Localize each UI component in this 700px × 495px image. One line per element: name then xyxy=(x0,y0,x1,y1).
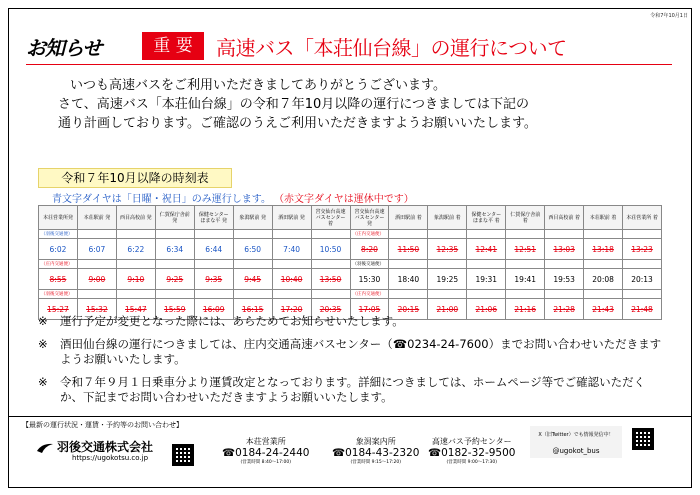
note-item xyxy=(38,337,668,367)
timetable-spacer xyxy=(545,230,584,239)
footer-divider xyxy=(8,416,692,417)
note-mark: ※ xyxy=(38,314,48,328)
timetable-spacer xyxy=(272,290,311,299)
timetable-spacer xyxy=(584,290,623,299)
operator-tag: （庄内交通便） xyxy=(350,290,389,299)
time-cell: 20:15 xyxy=(389,299,428,320)
timetable-note-red: （赤文字ダイヤは運休中です） xyxy=(279,194,414,205)
timetable-spacer xyxy=(116,230,155,239)
qr-code-icon xyxy=(172,444,194,466)
intro-line: 通り計画しております。ご確認のうえご利用いただきますようお願いいたします。 xyxy=(58,116,537,131)
timetable-header-cell: 本荘営業所発 xyxy=(39,206,78,230)
time-cell: 16:15 xyxy=(233,299,272,320)
timetable-header-cell: 保健センター ほまな平 着 xyxy=(467,206,506,230)
time-cell: 7:40 xyxy=(272,239,311,260)
timetable-operator-row xyxy=(39,230,662,239)
timetable-spacer xyxy=(233,230,272,239)
timetable-spacer xyxy=(116,260,155,269)
time-cell: 9:25 xyxy=(155,269,194,290)
office-tel: ☎0184-43-2320 xyxy=(332,447,420,459)
time-cell: 9:45 xyxy=(233,269,272,290)
time-cell: 6:50 xyxy=(233,239,272,260)
timetable-spacer xyxy=(272,230,311,239)
time-cell: 9:35 xyxy=(194,269,233,290)
time-cell: 17:05 xyxy=(350,299,389,320)
time-cell: 15:32 xyxy=(77,299,116,320)
timetable-header-cell: 酒田駅前 着 xyxy=(389,206,428,230)
time-cell: 6:02 xyxy=(39,239,78,260)
time-cell: 13:50 xyxy=(311,269,350,290)
time-cell: 21:43 xyxy=(584,299,623,320)
header xyxy=(26,28,681,64)
office-honjo xyxy=(222,436,309,465)
timetable-header-cell: 宮交仙台高速 バスセンター 着 xyxy=(311,206,350,230)
operator-tag: （庄内交通便） xyxy=(350,230,389,239)
office-tel: ☎0182-32-9500 xyxy=(428,447,516,459)
time-cell: 19:53 xyxy=(545,269,584,290)
timetable-spacer xyxy=(467,290,506,299)
timetable-spacer xyxy=(467,230,506,239)
office-name: 本荘営業所 xyxy=(245,437,286,446)
timetable xyxy=(38,205,662,320)
timetable-spacer xyxy=(311,260,350,269)
office-hours: (営業時間 8:40〜17:00) xyxy=(240,460,291,465)
timetable-header-cell: 本荘営業所 着 xyxy=(623,206,662,230)
time-cell: 17:20 xyxy=(272,299,311,320)
note-mark: ※ xyxy=(38,375,48,389)
page-title: 高速バス「本荘仙台線」の運行について xyxy=(216,36,567,60)
timetable-spacer xyxy=(389,290,428,299)
timetable-spacer xyxy=(428,230,467,239)
timetable-spacer xyxy=(584,260,623,269)
timetable-spacer xyxy=(272,260,311,269)
note-text: 令和７年９月１日乗車分より運賃改定となっております。詳細につきましては、ホームページ等でご確認いただくか、下記までお問い合わせいただきますようお願いいたします。 xyxy=(60,375,646,404)
timetable-operator-row xyxy=(39,260,662,269)
note-mark: ※ xyxy=(38,337,48,351)
note-item xyxy=(38,375,668,405)
time-cell: 15:47 xyxy=(116,299,155,320)
time-cell: 6:07 xyxy=(77,239,116,260)
x-info-box xyxy=(530,426,622,458)
timetable-spacer xyxy=(116,290,155,299)
operator-tag: （羽後交通便） xyxy=(350,260,389,269)
office-hours: (営業時間 9:00〜17:30) xyxy=(446,460,497,465)
timetable-spacer xyxy=(389,230,428,239)
important-badge: 重 要 xyxy=(142,32,204,60)
time-cell: 19:41 xyxy=(506,269,545,290)
office-kisakata xyxy=(332,436,419,465)
timetable-header-cell: 象潟駅前 着 xyxy=(428,206,467,230)
timetable-spacer xyxy=(194,290,233,299)
title-underline xyxy=(26,64,672,65)
office-tel: ☎0184-24-2440 xyxy=(222,447,310,459)
time-cell: 9:00 xyxy=(77,269,116,290)
intro-line: さて、高速バス「本荘仙台線」の令和７年10月以降の運行につきましては下記の xyxy=(58,97,530,112)
time-cell: 15:27 xyxy=(39,299,78,320)
timetable-note xyxy=(52,190,414,205)
timetable-header-cell: 象潟駅前 発 xyxy=(233,206,272,230)
intro-text xyxy=(58,76,658,133)
office-name: 象潟案内所 xyxy=(355,437,396,446)
timetable-spacer xyxy=(155,290,194,299)
timetable-spacer xyxy=(623,230,662,239)
operator-tag: （羽後交通便） xyxy=(39,230,78,239)
timetable-spacer xyxy=(77,260,116,269)
note-text: 運行予定が変更となった際には、あらためてお知らせいたします。 xyxy=(60,314,404,328)
x-account[interactable]: @ugokot_bus xyxy=(552,447,600,455)
note-item xyxy=(38,314,668,329)
timetable-spacer xyxy=(428,260,467,269)
x-text: X（旧Twitter）でも情報発信中！ xyxy=(538,432,614,438)
time-cell: 10:40 xyxy=(272,269,311,290)
timetable-header-cell: 宮交仙台高速 バスセンター 発 xyxy=(350,206,389,230)
timetable-spacer xyxy=(155,260,194,269)
issue-date: 令和7年10月1日 xyxy=(650,13,688,19)
time-cell: 21:16 xyxy=(506,299,545,320)
timetable-spacer xyxy=(506,230,545,239)
timetable-operator-row xyxy=(39,290,662,299)
office-reservation xyxy=(428,436,515,465)
time-cell: 8:55 xyxy=(39,269,78,290)
timetable-label: 令和７年10月以降の時刻表 xyxy=(38,168,232,188)
time-cell: 20:13 xyxy=(623,269,662,290)
time-cell: 6:44 xyxy=(194,239,233,260)
timetable-spacer xyxy=(233,290,272,299)
time-cell: 12:51 xyxy=(506,239,545,260)
office-name: 高速バス予約センター xyxy=(431,437,512,446)
time-cell: 20:08 xyxy=(584,269,623,290)
time-cell: 6:22 xyxy=(116,239,155,260)
time-cell: 16:09 xyxy=(194,299,233,320)
timetable-header-cell: 仁賀保庁舎前 着 xyxy=(506,206,545,230)
time-cell: 8:20 xyxy=(350,239,389,260)
notice-heading: お知らせ xyxy=(26,36,102,60)
intro-line: いつも高速バスをご利用いただきましてありがとうございます。 xyxy=(70,78,446,93)
time-cell: 21:00 xyxy=(428,299,467,320)
timetable-spacer xyxy=(428,290,467,299)
timetable-spacer xyxy=(194,260,233,269)
timetable-spacer xyxy=(623,290,662,299)
operator-tag: （羽後交通便） xyxy=(39,290,78,299)
office-hours: (営業時間 9:15〜17:20) xyxy=(350,460,401,465)
note-text: 酒田仙台線の運行につきましては、庄内交通高速バスセンター（☎0234-24-7600）までお問い合わせいただきますようお願いいたします。 xyxy=(60,337,662,366)
timetable-spacer xyxy=(623,260,662,269)
time-cell: 12:35 xyxy=(428,239,467,260)
timetable-spacer xyxy=(506,260,545,269)
timetable-header-cell: 西目高校前 発 xyxy=(116,206,155,230)
time-cell: 9:10 xyxy=(116,269,155,290)
qr-code-icon xyxy=(632,428,654,450)
timetable-spacer xyxy=(155,230,194,239)
time-cell: 11:50 xyxy=(389,239,428,260)
time-cell: 21:06 xyxy=(467,299,506,320)
timetable-header-cell: 保健センター ほまな平 発 xyxy=(194,206,233,230)
time-cell: 10:50 xyxy=(311,239,350,260)
timetable-spacer xyxy=(584,230,623,239)
timetable-header-cell: 西目高校前 着 xyxy=(545,206,584,230)
timetable-spacer xyxy=(545,290,584,299)
time-cell: 13:18 xyxy=(584,239,623,260)
time-cell: 15:59 xyxy=(155,299,194,320)
timetable-spacer xyxy=(545,260,584,269)
timetable-spacer xyxy=(467,260,506,269)
time-cell: 13:23 xyxy=(623,239,662,260)
timetable-spacer xyxy=(506,290,545,299)
timetable-spacer xyxy=(233,260,272,269)
timetable-header-cell: 仁賀保庁舎前 発 xyxy=(155,206,194,230)
footer-label: 【最新の運行状況・運賃・予約等のお問い合わせ】 xyxy=(22,421,183,429)
time-cell: 6:34 xyxy=(155,239,194,260)
timetable-spacer xyxy=(77,290,116,299)
company-url[interactable]: https://ugokotsu.co.jp xyxy=(72,454,149,462)
timetable-spacer xyxy=(194,230,233,239)
timetable-spacer xyxy=(389,260,428,269)
time-cell: 12:41 xyxy=(467,239,506,260)
timetable-spacer xyxy=(311,290,350,299)
time-cell: 18:40 xyxy=(389,269,428,290)
timetable-row xyxy=(39,239,662,260)
timetable-header-cell: 本荘駅前 着 xyxy=(584,206,623,230)
timetable-header-cell: 酒田駅前 発 xyxy=(272,206,311,230)
timetable-spacer xyxy=(77,230,116,239)
time-cell: 13:03 xyxy=(545,239,584,260)
time-cell: 19:31 xyxy=(467,269,506,290)
company-logo xyxy=(36,438,153,455)
operator-tag: （庄内交通便） xyxy=(39,260,78,269)
time-cell: 19:25 xyxy=(428,269,467,290)
time-cell: 15:30 xyxy=(350,269,389,290)
timetable-row xyxy=(39,269,662,290)
company-name: 羽後交通株式会社 xyxy=(57,440,154,454)
notes xyxy=(38,314,668,413)
timetable-header-row xyxy=(39,206,662,230)
time-cell: 21:28 xyxy=(545,299,584,320)
company-logo-icon xyxy=(36,441,54,455)
timetable-note-blue: 青文字ダイヤは「日曜・祝日」のみ運行します。 xyxy=(52,194,271,205)
time-cell: 20:35 xyxy=(311,299,350,320)
time-cell: 21:48 xyxy=(623,299,662,320)
timetable-spacer xyxy=(311,230,350,239)
timetable-header-cell: 本荘駅前 発 xyxy=(77,206,116,230)
